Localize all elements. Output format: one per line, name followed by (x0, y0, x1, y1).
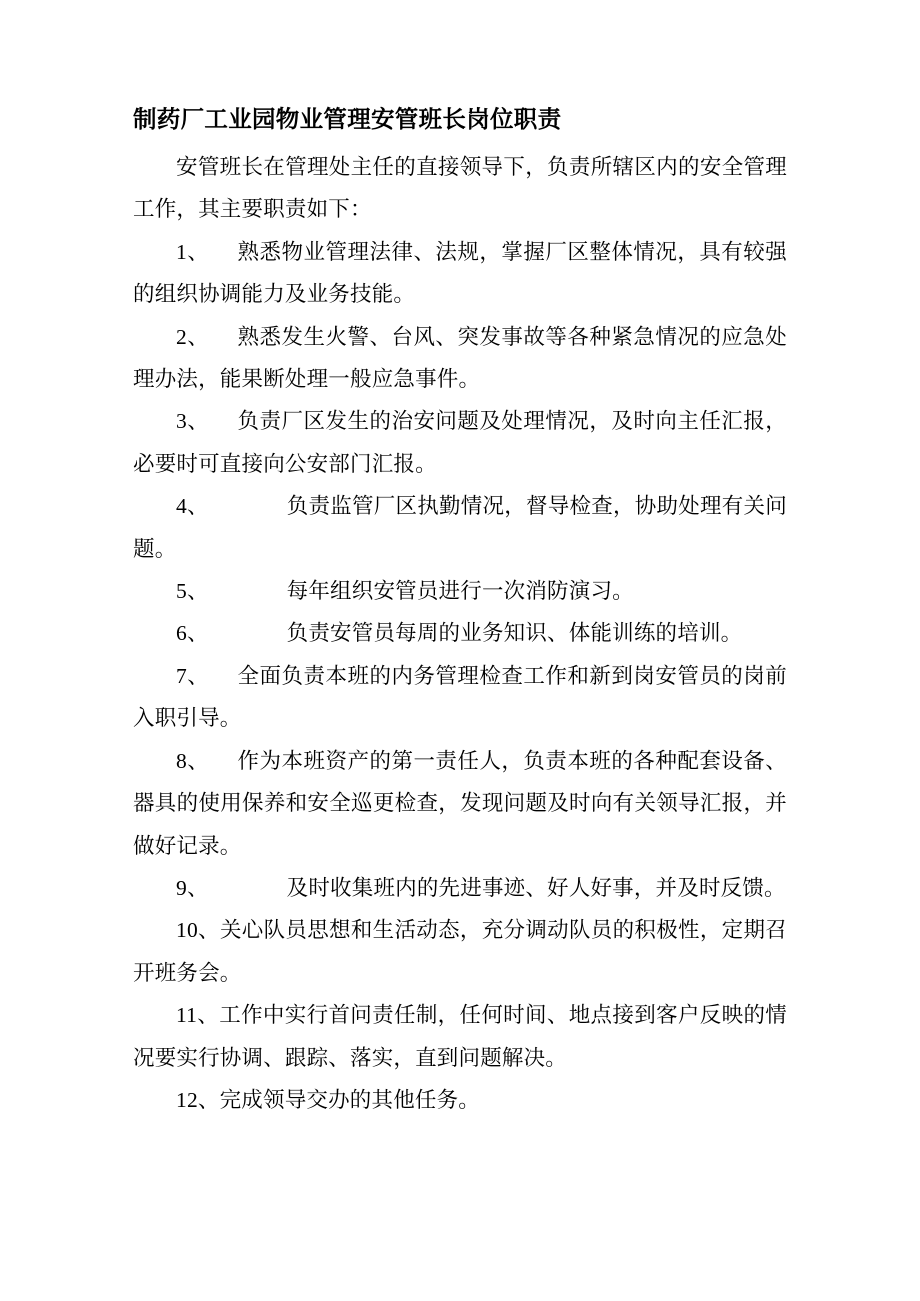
responsibility-item (133, 909, 787, 994)
item-text: 及时收集班内的先进事迹、好人好事，并及时反馈。 (286, 875, 786, 900)
item-number: 5、 (176, 579, 209, 604)
item-number: 8、 (176, 748, 210, 773)
item-number: 10、 (176, 918, 220, 943)
responsibility-item (133, 400, 787, 485)
item-number: 6、 (176, 621, 209, 646)
responsibility-item (133, 570, 787, 612)
item-text: 负责安管员每周的业务知识、体能训练的培训。 (286, 621, 743, 646)
item-text: 每年组织安管员进行一次消防演习。 (286, 579, 634, 604)
item-text: 关心队员思想和生活动态，充分调动队员的积极性，定期召开班务会。 (133, 918, 787, 985)
item-number: 1、 (176, 239, 210, 264)
item-number: 9、 (176, 875, 209, 900)
item-number: 3、 (176, 409, 210, 434)
item-text: 全面负责本班的内务管理检查工作和新到岗安管员的岗前入职引导。 (133, 663, 787, 731)
document-body (133, 104, 787, 1121)
responsibility-item (133, 1079, 787, 1121)
item-number: 11、 (176, 1003, 220, 1028)
item-number: 2、 (176, 324, 210, 349)
responsibility-item (133, 740, 787, 867)
responsibility-item (133, 485, 787, 570)
item-number: 12、 (176, 1087, 220, 1112)
item-text: 完成领导交办的其他任务。 (219, 1087, 481, 1112)
responsibility-item (133, 316, 787, 401)
item-number: 4、 (176, 494, 209, 519)
responsibility-item (133, 867, 787, 909)
intro-paragraph: 安管班长在管理处主任的直接领导下，负责所辖区内的安全管理工作，其主要职责如下： (133, 155, 787, 222)
responsibility-item (133, 612, 787, 654)
responsibility-item (133, 231, 787, 316)
responsibility-item (133, 655, 787, 740)
item-text: 熟悉物业管理法律、法规，掌握厂区整体情况，具有较强的组织协调能力及业务技能。 (133, 239, 787, 307)
item-text: 负责监管厂区执勤情况，督导检查，协助处理有关问题。 (133, 494, 787, 561)
item-text: 负责厂区发生的治安问题及处理情况，及时向主任汇报，必要时可直接向公安部门汇报。 (133, 409, 787, 476)
item-text: 熟悉发生火警、台风、突发事故等各种紧急情况的应急处理办法，能果断处理一般应急事件。 (133, 324, 787, 392)
responsibility-item (133, 994, 787, 1079)
item-text: 工作中实行首问责任制，任何时间、地点接到客户反映的情况要实行协调、跟踪、落实，直到问题解决。 (133, 1003, 787, 1070)
responsibility-list (133, 231, 787, 1122)
item-text: 作为本班资产的第一责任人，负责本班的各种配套设备、器具的使用保养和安全巡更检查，发现问题及时向有关领导汇报，并做好记录。 (133, 748, 787, 858)
page-title: 制药厂工业园物业管理安管班长岗位职责 (133, 105, 562, 133)
item-number: 7、 (176, 663, 210, 688)
